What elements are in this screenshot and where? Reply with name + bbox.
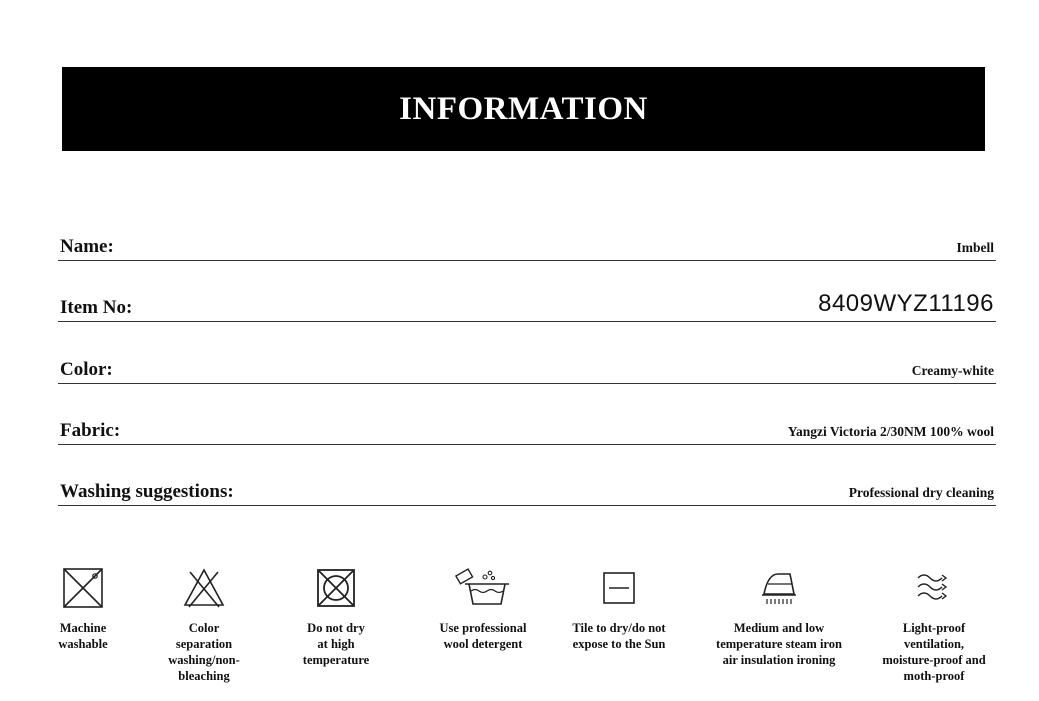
detail-row-name: [58, 220, 996, 261]
item-no-label: Item No:: [60, 297, 133, 318]
fabric-value: Yangzi Victoria 2/30NM 100% wool: [787, 424, 994, 439]
machine-wash-crossed-icon: [61, 566, 105, 610]
steam-iron-icon: [754, 566, 804, 610]
care-item-ventilation: [876, 566, 992, 684]
care-item-wool-detergent: [428, 566, 538, 652]
do-not-bleach-icon: [182, 566, 226, 610]
item-no-value: 8409WYZ11196: [818, 290, 994, 317]
detail-row-item-no: [58, 281, 996, 322]
care-item-steam-iron: [708, 566, 850, 668]
care-label-dry-flat: Tile to dry/do not expose to the Sun: [572, 621, 666, 651]
washing-value: Professional dry cleaning: [848, 485, 994, 500]
ventilation-icon: [912, 566, 956, 610]
care-item-no-bleach: [149, 566, 259, 684]
color-value: Creamy-white: [911, 363, 994, 378]
name-label: Name:: [60, 236, 114, 257]
care-label-no-bleach: Color separation washing/non- bleaching: [168, 621, 240, 683]
information-banner: [62, 67, 985, 151]
fabric-label: Fabric:: [60, 420, 121, 441]
color-label: Color:: [60, 359, 113, 380]
name-value: Imbell: [956, 240, 994, 255]
washing-label: Washing suggestions:: [60, 481, 234, 502]
do-not-tumble-dry-icon: [314, 566, 358, 610]
care-item-dry-flat: [563, 566, 675, 652]
care-label-no-tumble-dry: Do not dry at high temperature: [302, 621, 370, 667]
care-label-steam-iron: Medium and low temperature steam iron air insulation ironing: [716, 621, 842, 667]
care-item-machine-wash: [33, 566, 133, 652]
dry-flat-icon: [597, 566, 641, 610]
care-label-machine-wash: Machine washable: [58, 621, 108, 651]
wool-detergent-icon: [451, 566, 515, 610]
detail-row-fabric: [58, 404, 996, 445]
care-label-ventilation: Light-proof ventilation, moisture-proof and moth-proof: [882, 621, 986, 683]
care-item-no-tumble-dry: [286, 566, 386, 668]
page-title: INFORMATION: [399, 90, 648, 127]
detail-row-color: [58, 343, 996, 384]
detail-row-washing: [58, 465, 996, 506]
care-label-wool-detergent: Use professional wool detergent: [439, 621, 527, 651]
